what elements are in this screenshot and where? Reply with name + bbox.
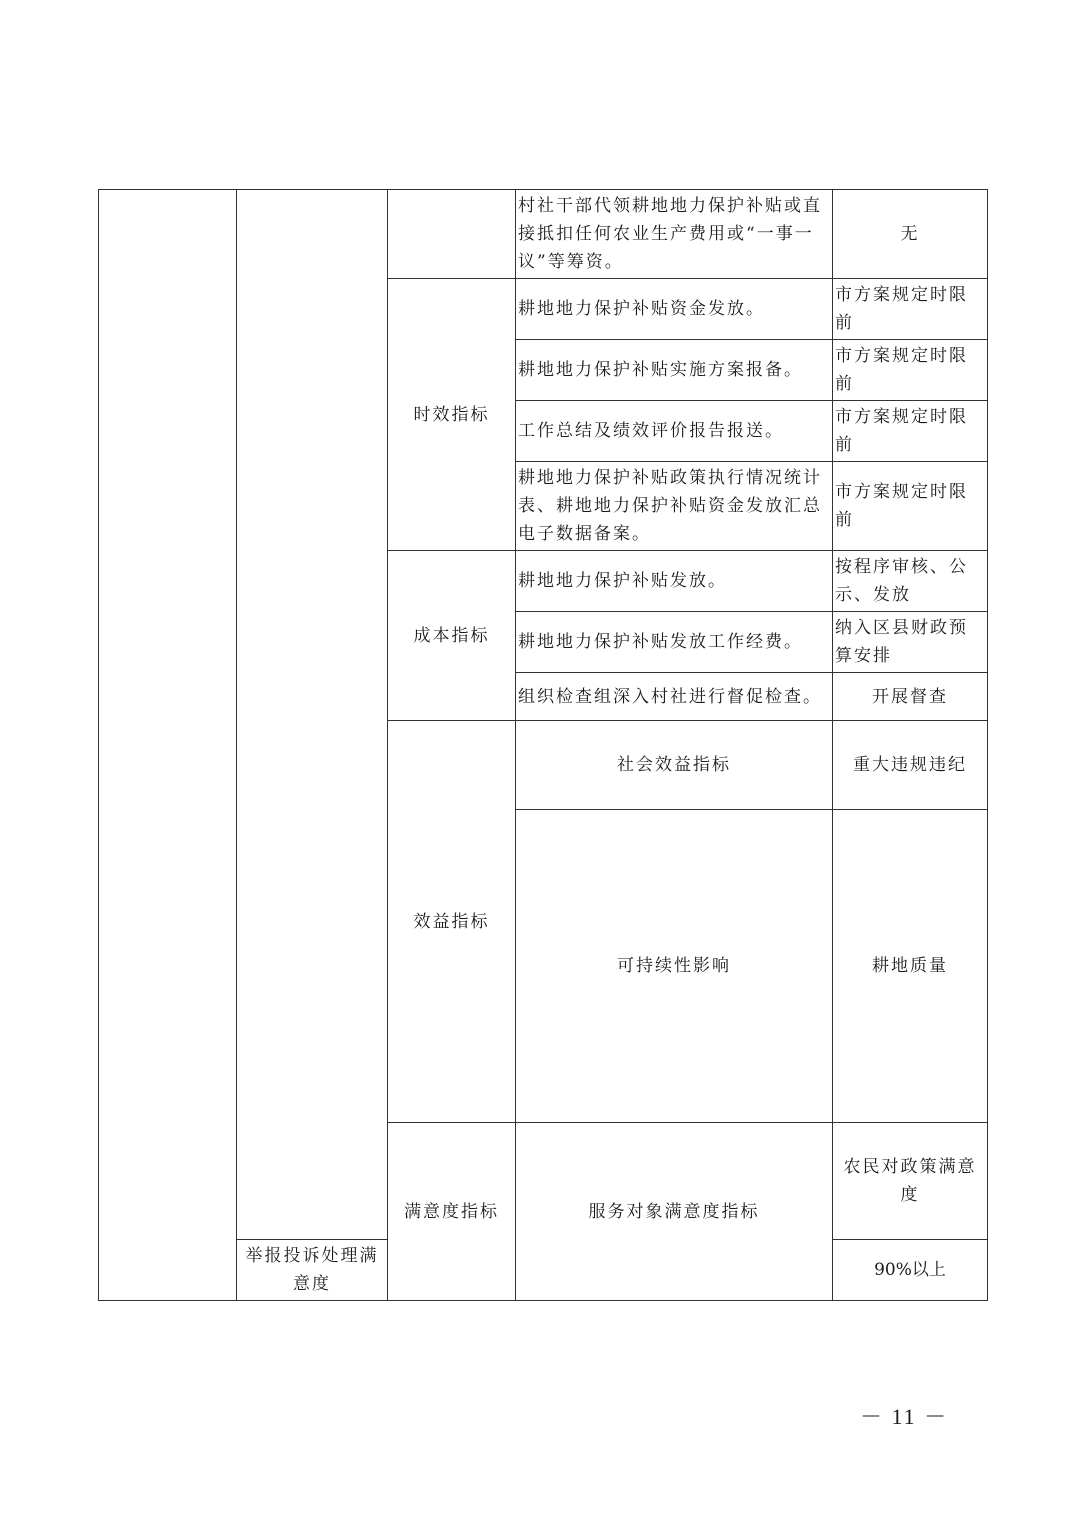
indicator-content: 组织检查组深入村社进行督促检查。	[516, 673, 833, 721]
indicator-value: 市方案规定时限前	[833, 279, 988, 340]
indicator-value: 无	[833, 190, 988, 279]
sustainable-impact-label: 可持续性影响	[516, 810, 833, 1123]
indicator-value: 开展督查	[833, 673, 988, 721]
indicator-content: 耕地地力保护补贴发放。	[516, 551, 833, 612]
performance-indicator-table	[98, 189, 988, 1301]
indicator-value: 市方案规定时限前	[833, 340, 988, 401]
indicator-content: 村社干部代领耕地地力保护补贴或直接抵扣任何农业生产费用或“一事一议”等筹资。	[516, 190, 833, 279]
indicator-content: 工作总结及绩效评价报告报送。	[516, 401, 833, 462]
indicator-content: 耕地地力保护补贴发放工作经费。	[516, 612, 833, 673]
indicator-value: 按程序审核、公示、发放	[833, 551, 988, 612]
indicator-content: 重大违规违纪	[833, 721, 988, 810]
indicator-content: 耕地地力保护补贴政策执行情况统计表、耕地地力保护补贴资金发放汇总电子数据备案。	[516, 462, 833, 551]
satisfaction-indicator-label: 满意度指标	[388, 1123, 516, 1301]
indicator-value: 纳入区县财政预算安排	[833, 612, 988, 673]
cost-indicator-label: 成本指标	[388, 551, 516, 721]
indicator-content: 农民对政策满意度	[833, 1123, 988, 1240]
page-number: － 11 －	[860, 1404, 949, 1429]
level1-cell-empty	[99, 190, 237, 1301]
indicator-value: 市方案规定时限前	[833, 462, 988, 551]
benefit-indicator-label: 效益指标	[388, 721, 516, 1123]
service-satisfaction-label: 服务对象满意度指标	[516, 1123, 833, 1301]
timeliness-indicator-label: 时效指标	[388, 279, 516, 551]
indicator-content: 耕地地力保护补贴实施方案报备。	[516, 340, 833, 401]
table-row	[99, 190, 988, 279]
social-benefit-label: 社会效益指标	[516, 721, 833, 810]
level2-cell-empty	[237, 190, 388, 1240]
indicator-content: 耕地质量	[833, 810, 988, 1123]
indicator-content: 举报投诉处理满意度	[237, 1240, 388, 1301]
indicator-value: 市方案规定时限前	[833, 401, 988, 462]
level3-cell-empty	[388, 190, 516, 279]
indicator-content: 耕地地力保护补贴资金发放。	[516, 279, 833, 340]
indicator-value: 90%以上	[833, 1240, 988, 1301]
